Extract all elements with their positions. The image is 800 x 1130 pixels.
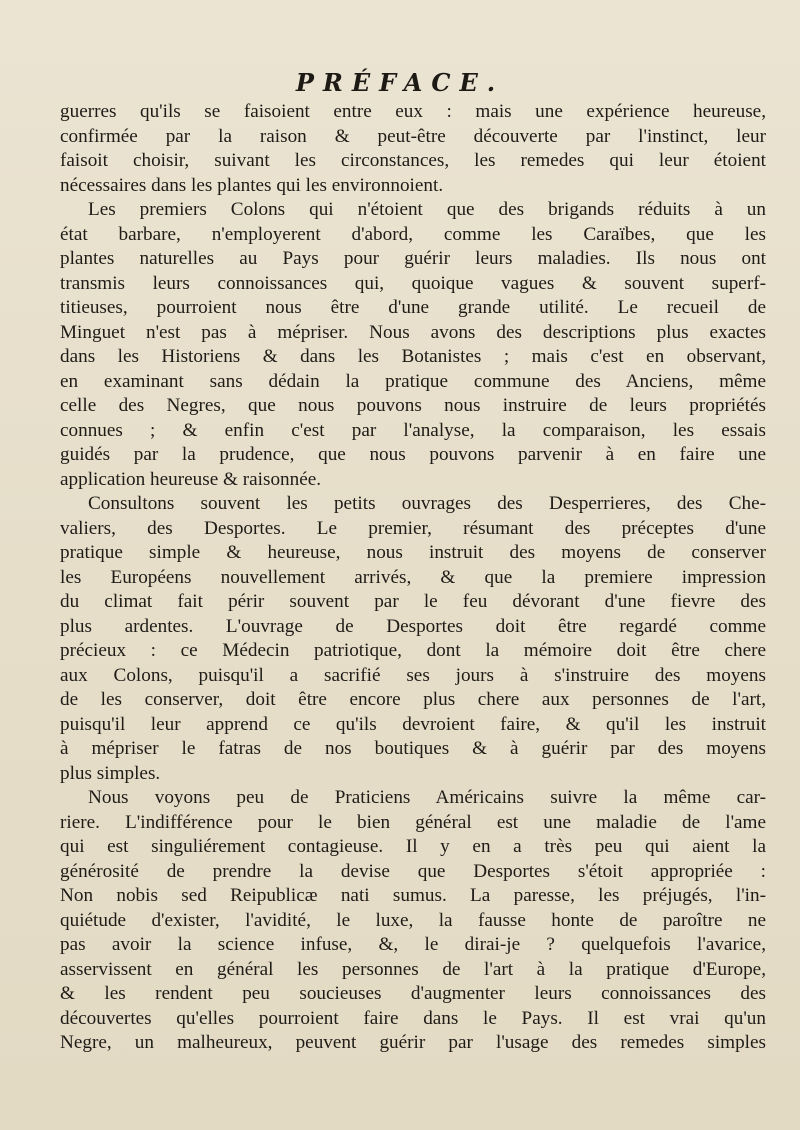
paragraph-2: [60, 198, 766, 492]
text-line: Non nobis sed Reipublicæ nati sumus. La paresse, les préjugés, l'in-: [60, 885, 766, 906]
text-line: qui est singuliérement contagieuse. Il y en a très peu qui aient la: [60, 836, 766, 857]
text-line: plus simples.: [60, 762, 161, 784]
text-line: dans les Historiens & dans les Botanistes ; mais c'est en observant,: [60, 346, 766, 367]
text-line: Les premiers Colons qui n'étoient que des brigands réduits à un: [88, 199, 766, 220]
text-line: en examinant sans dédain la pratique commune des Anciens, même: [60, 370, 766, 392]
text-line: découvertes qu'elles pourroient faire dans le Pays. Il est vrai qu'un: [60, 1007, 766, 1029]
paragraph-3: [60, 492, 766, 786]
text-line: guidés par la prudence, que nous pouvons parvenir à en faire une: [60, 444, 766, 465]
text-line: de les conserver, doit être encore plus chere aux personnes de l'art,: [60, 689, 766, 710]
text-line: puisqu'il leur apprend ce qu'ils devroient faire, & qu'il les instruit: [60, 713, 766, 735]
text-line: pratique simple & heureuse, nous instruit des moyens de conserver: [60, 542, 766, 563]
text-line: riere. L'indifférence pour le bien général est une maladie de l'ame: [60, 811, 766, 833]
text-line: celle des Negres, que nous pouvons nous instruire de leurs propriétés: [60, 395, 766, 416]
text-line: plantes naturelles au Pays pour guérir leurs maladies. Ils nous ont: [60, 248, 766, 269]
text-line: titieuses, pourroient nous être d'une grande utilité. Le recueil de: [60, 297, 766, 318]
text-line: confirmée par la raison & peut-être découverte par l'instinct, leur: [60, 125, 766, 147]
text-line: & les rendent peu soucieuses d'augmenter leurs connoissances des: [60, 983, 766, 1004]
text-line: à mépriser le fatras de nos boutiques & à guérir par des moyens: [60, 738, 766, 759]
text-line: transmis leurs connoissances qui, quoique vagues & souvent superf-: [60, 272, 766, 294]
text-line: du climat fait périr souvent par le feu dévorant d'une fievre des: [60, 591, 766, 612]
body-text: [60, 100, 766, 1056]
text-line: application heureuse & raisonnée.: [60, 468, 322, 490]
text-line: générosité de prendre la devise que Desportes s'étoit appropriée :: [60, 860, 766, 882]
text-line: valiers, des Desportes. Le premier, résumant des préceptes d'une: [60, 517, 766, 539]
running-head: PRÉFACE.: [295, 68, 505, 97]
text-line: quiétude d'exister, l'avidité, le luxe, la fausse honte de paroître ne: [60, 909, 766, 931]
paragraph-4: [60, 786, 766, 1056]
text-line: nécessaires dans les plantes qui les environnoient.: [60, 174, 444, 196]
text-line: asservissent en général les personnes de l'art à la pratique d'Europe,: [60, 958, 766, 980]
text-line: faisoit choisir, suivant les circonstances, les remedes qui leur étoient: [60, 150, 766, 171]
text-line: état barbare, n'employerent d'abord, comme les Caraïbes, que les: [60, 223, 766, 245]
paragraph-1: [60, 100, 766, 198]
text-line: guerres qu'ils se faisoient entre eux : mais une expérience heureuse,: [60, 101, 766, 122]
text-line: plus ardentes. L'ouvrage de Desportes doit être regardé comme: [60, 615, 766, 637]
text-line: précieux : ce Médecin patriotique, dont la mémoire doit être chere: [60, 640, 766, 661]
text-line: aux Colons, puisqu'il a sacrifié ses jours à s'instruire des moyens: [60, 664, 766, 686]
text-line: Nous voyons peu de Praticiens Américains suivre la même car-: [88, 787, 766, 808]
text-line: connues ; & enfin c'est par l'analyse, la comparaison, les essais: [60, 419, 766, 441]
text-line: Consultons souvent les petits ouvrages des Desperrieres, des Che-: [88, 493, 766, 514]
text-line: Minguet n'est pas à mépriser. Nous avons des descriptions plus exactes: [60, 321, 766, 343]
text-line: les Européens nouvellement arrivés, & que la premiere impression: [60, 566, 766, 588]
text-line: pas avoir la science infuse, &, le dirai-je ? quelquefois l'avarice,: [60, 934, 766, 955]
text-line: Negre, un malheureux, peuvent guérir par l'usage des remedes simples: [60, 1032, 766, 1053]
